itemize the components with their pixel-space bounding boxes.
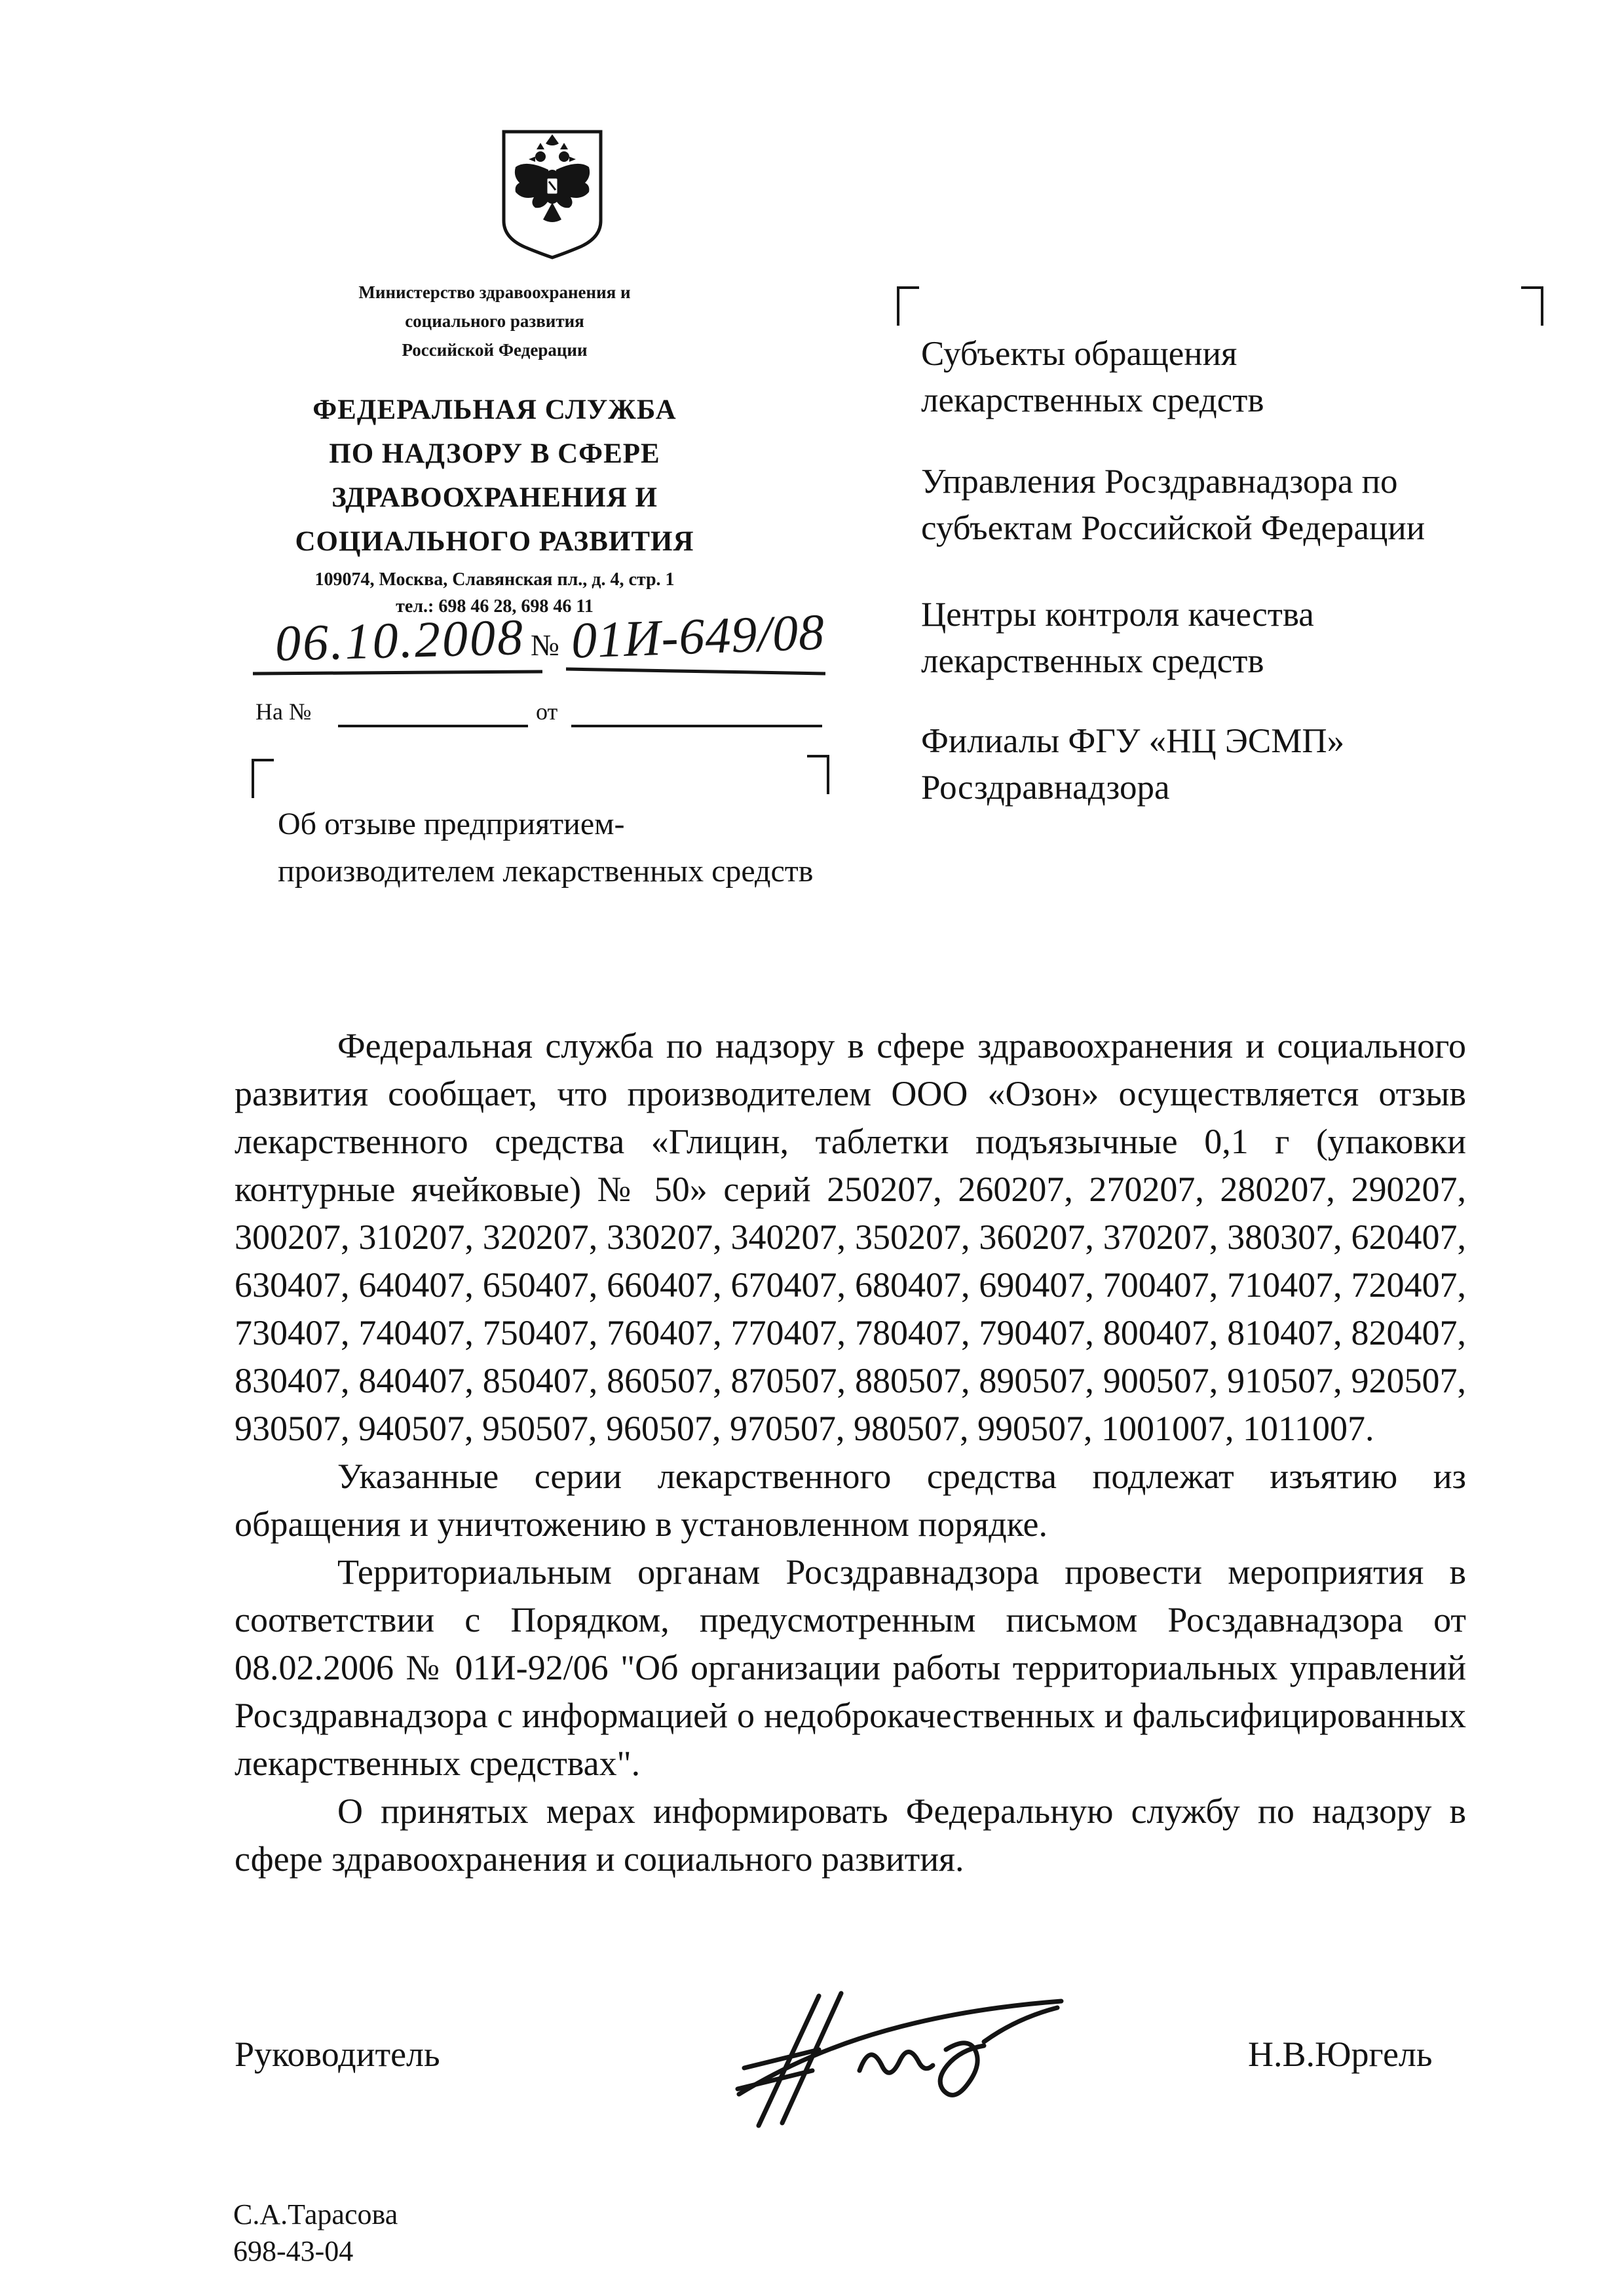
subject-corner-bracket-left — [252, 759, 274, 798]
ref-date-blank-line — [571, 725, 822, 727]
recipient-line: Росздравнадзора — [921, 769, 1170, 807]
service-line: ФЕДЕРАЛЬНАЯ СЛУЖБА — [312, 394, 677, 425]
coat-of-arms-icon — [500, 129, 605, 260]
signatory-name: Н.В.Юргель — [1248, 2035, 1433, 2074]
signature-title: Руководитель — [235, 2035, 440, 2074]
body-paragraph: Указанные серии лекарственного средства подлежат изъятию из обращения и уничтожению в установленном порядке. — [235, 1457, 1466, 1544]
letter-body — [235, 1022, 1466, 1883]
signature-scribble-icon — [721, 1979, 1074, 2130]
recipient-line: лекарственных средств — [921, 381, 1264, 419]
number-underline — [566, 668, 825, 676]
letter-number-handwritten: 01И-649/08 — [570, 603, 826, 669]
recipient-line: лекарственных средств — [921, 642, 1264, 680]
address-line: 109074, Москва, Славянская пл., д. 4, стр. 1 — [314, 569, 675, 590]
service-line: ЗДРАВООХРАНЕНИЯ И — [331, 482, 658, 513]
recipient-item — [921, 718, 1550, 811]
subject-corner-bracket-right — [807, 755, 829, 794]
service-line: СОЦИАЛЬНОГО РАЗВИТИЯ — [295, 526, 694, 557]
recipient-line: Филиалы ФГУ «НЦ ЭСМП» — [921, 722, 1345, 760]
number-sign: № — [531, 628, 559, 662]
ministry-line: социального развития — [405, 311, 584, 331]
recipient-item — [921, 331, 1550, 424]
body-paragraph: О принятых мерах информировать Федеральную службу по надзору в сфере здравоохранения и социального развития. — [235, 1791, 1466, 1879]
ref-date-label: от — [536, 698, 558, 725]
recipient-item — [921, 592, 1550, 685]
executor-block — [233, 2196, 398, 2270]
recipient-line: Центры контроля качества — [921, 596, 1314, 634]
ministry-name — [233, 278, 757, 364]
executor-name: С.А.Тарасова — [233, 2198, 398, 2230]
ministry-line: Министерство здравоохранения и — [358, 282, 631, 302]
body-paragraph: Территориальным органам Росздравнадзора провести мероприятия в соответствии с Порядком, предусмотренным письмом Росздавнадзора от 08.02.2006 № 01И-92/06 "Об организации работы территориальных управлений Росздравнадзора с информацией о недоброкачественных и фальсифицированных лекарственных средствах". — [235, 1552, 1466, 1783]
recipient-line: Управления Росздравнадзора по — [921, 463, 1398, 501]
ministry-line: Российской Федерации — [402, 340, 588, 360]
recipient-line: субъектам Российской Федерации — [921, 509, 1426, 547]
recipient-corner-bracket-left — [897, 286, 919, 326]
letter-date-handwritten: 06.10.2008 — [274, 608, 526, 672]
ref-number-label: На № — [255, 698, 312, 725]
ref-number-blank-line — [338, 725, 528, 727]
subject-block — [278, 801, 907, 895]
recipient-line: Субъекты обращения — [921, 335, 1237, 373]
executor-phone: 698-43-04 — [233, 2235, 354, 2267]
service-name — [233, 388, 757, 564]
recipient-item — [921, 459, 1550, 552]
subject-line: Об отзыве предприятием- — [278, 807, 625, 841]
body-paragraph: Федеральная служба по надзору в сфере здравоохранения и социального развития сообщает, что производителем ООО «Озон» осуществляется отзыв лекарственного средства «Глицин, таблетки подъязычные 0,1 г (упаковки контурные ячейковые) № 50» серий 250207, 260207, 270207, 280207, 290207, 300207, 310207, 320207, 330207, 340207, 350207, 360207, 370207, 380307, 620407, 630407, 640407, 650407, 660407, 670407, 680407, 690407, 700407, 710407, 720407, 730407, 740407, 750407, 760407, 770407, 780407, 790407, 800407, 810407, 820407, 830407, 840407, 850407, 860507, 870507, 880507, 890507, 900507, 910507, 920507, 930507, 940507, 950507, 960507, 970507, 980507, 990507, 1001007, 1011007. — [235, 1026, 1466, 1448]
recipient-corner-bracket-right — [1521, 286, 1543, 326]
subject-line: производителем лекарственных средств — [278, 854, 814, 889]
service-line: ПО НАДЗОРУ В СФЕРЕ — [329, 438, 660, 469]
phone-line: тел.: 698 46 28, 698 46 11 — [396, 596, 594, 617]
